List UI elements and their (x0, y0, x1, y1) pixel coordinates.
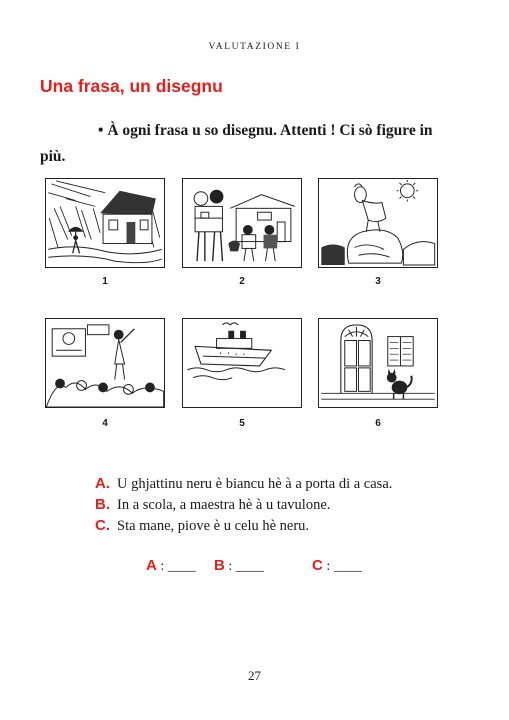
ship-at-sea-icon (182, 318, 302, 408)
answer-a[interactable] (146, 557, 196, 575)
picture-number: 1 (102, 276, 108, 287)
sentence-c (95, 516, 309, 536)
answer-separator: : (228, 559, 233, 574)
sentence-text: Sta mane, piove è u celu hè neru. (117, 518, 310, 534)
answer-c[interactable] (312, 557, 362, 575)
section-header: VALUTAZIONE I (208, 42, 301, 52)
answer-blank[interactable]: ____ (235, 559, 264, 574)
answer-b[interactable] (214, 557, 264, 575)
exercise-title: Una frasa, un disegnu (40, 76, 223, 96)
answer-blank[interactable]: ____ (167, 559, 196, 574)
picture-number: 2 (239, 276, 245, 287)
picture-number: 3 (375, 276, 381, 287)
answer-blank[interactable]: ____ (333, 559, 362, 574)
instruction-text: À ogni frasa u so disegnu. Attenti ! Ci sò figure in più. (40, 122, 433, 165)
rain-storm-house-icon (45, 178, 165, 268)
sentence-a (95, 474, 392, 494)
answer-separator: : (326, 559, 331, 574)
sentence-letter: C. (95, 517, 110, 534)
picture-number: 5 (239, 418, 245, 429)
answer-letter: A (146, 557, 157, 574)
bullet: • (98, 122, 104, 139)
page-number: 27 (248, 668, 261, 683)
teacher-at-blackboard-icon (45, 318, 165, 408)
children-walking-to-school-icon (182, 178, 302, 268)
picture-number: 4 (102, 418, 108, 429)
answer-letter: B (214, 557, 225, 574)
sentence-text: U ghjattinu neru è biancu hè à a porta di a casa. (117, 476, 393, 492)
sentence-letter: B. (95, 496, 110, 513)
answer-separator: : (160, 559, 165, 574)
sentence-letter: A. (95, 475, 110, 492)
goat-on-rock-sun-icon (318, 178, 438, 268)
instruction (40, 118, 450, 170)
answer-letter: C (312, 557, 323, 574)
sentence-text: In a scola, a maestra hè à u tavulone. (117, 497, 331, 513)
black-cat-at-door-icon (318, 318, 438, 408)
sentence-b (95, 495, 330, 515)
picture-number: 6 (375, 418, 381, 429)
